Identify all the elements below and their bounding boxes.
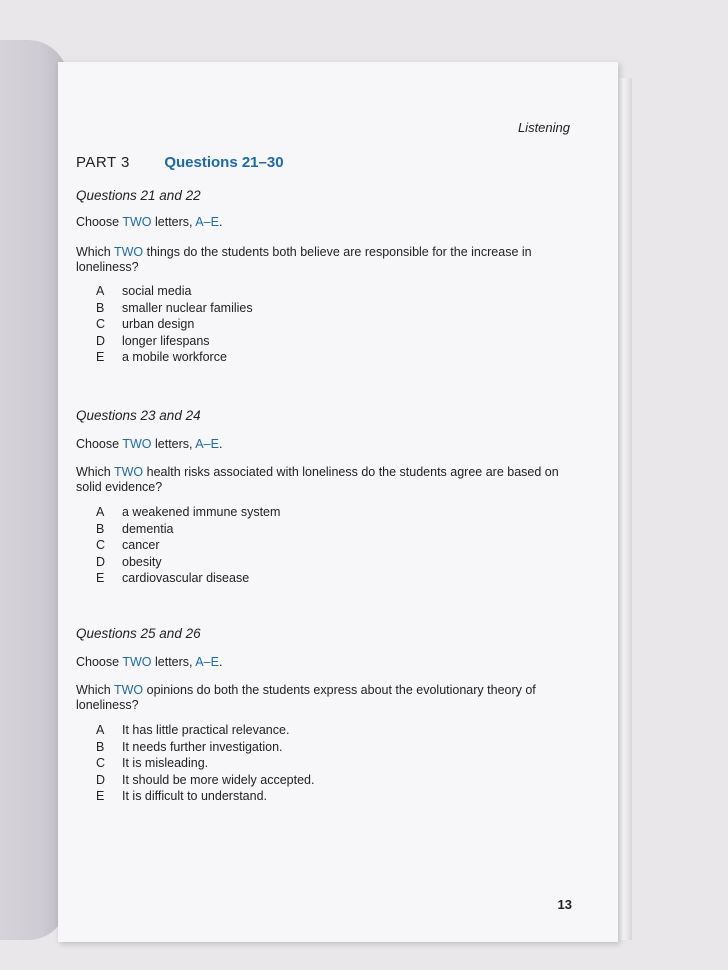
option: E a mobile workforce: [96, 350, 227, 364]
option: C urban design: [96, 317, 195, 331]
options-list: [76, 504, 576, 587]
group-instruction: Choose TWO letters, A–E.: [76, 215, 223, 229]
option: B It needs further investigation.: [96, 739, 283, 754]
option: B smaller nuclear families: [96, 300, 253, 315]
part-header: [76, 154, 284, 172]
group-question: Which TWO health risks associated with loneliness do the students agree are based on solid evidence?: [76, 465, 559, 494]
option: A social media: [96, 284, 192, 298]
option: C cancer: [96, 538, 160, 552]
group-question: Which TWO opinions do both the students express about the evolutionary theory of loneliness?: [76, 683, 536, 712]
option: B dementia: [96, 521, 174, 536]
part-label: PART 3: [76, 154, 130, 171]
group-question: Which TWO things do the students both believe are responsible for the increase in loneliness?: [76, 245, 532, 274]
group-title: Questions 23 and 24: [76, 408, 201, 423]
group-instruction: Choose TWO letters, A–E.: [76, 437, 223, 451]
option: E It is difficult to understand.: [96, 789, 267, 803]
group-instruction: Choose TWO letters, A–E.: [76, 655, 223, 669]
option: D obesity: [96, 554, 162, 569]
question-group-21-22: [76, 188, 576, 366]
part-questions: Questions 21–30: [164, 154, 284, 171]
section-name: Listening: [517, 120, 570, 135]
option: E cardiovascular disease: [96, 571, 250, 585]
option: D longer lifespans: [96, 333, 210, 348]
group-title: Questions 25 and 26: [76, 626, 201, 641]
group-title: Questions 21 and 22: [76, 188, 201, 203]
option: C It is misleading.: [96, 756, 209, 770]
options-list: [76, 722, 576, 805]
book-page: [58, 62, 618, 942]
question-group-23-24: [76, 408, 576, 587]
question-group-25-26: [76, 626, 576, 805]
options-list: [76, 283, 576, 366]
option: D It should be more widely accepted.: [96, 772, 315, 787]
option: A It has little practical relevance.: [96, 723, 290, 737]
page-edge: [618, 78, 632, 940]
page-number: 13: [557, 897, 572, 912]
option: A a weakened immune system: [96, 505, 281, 519]
